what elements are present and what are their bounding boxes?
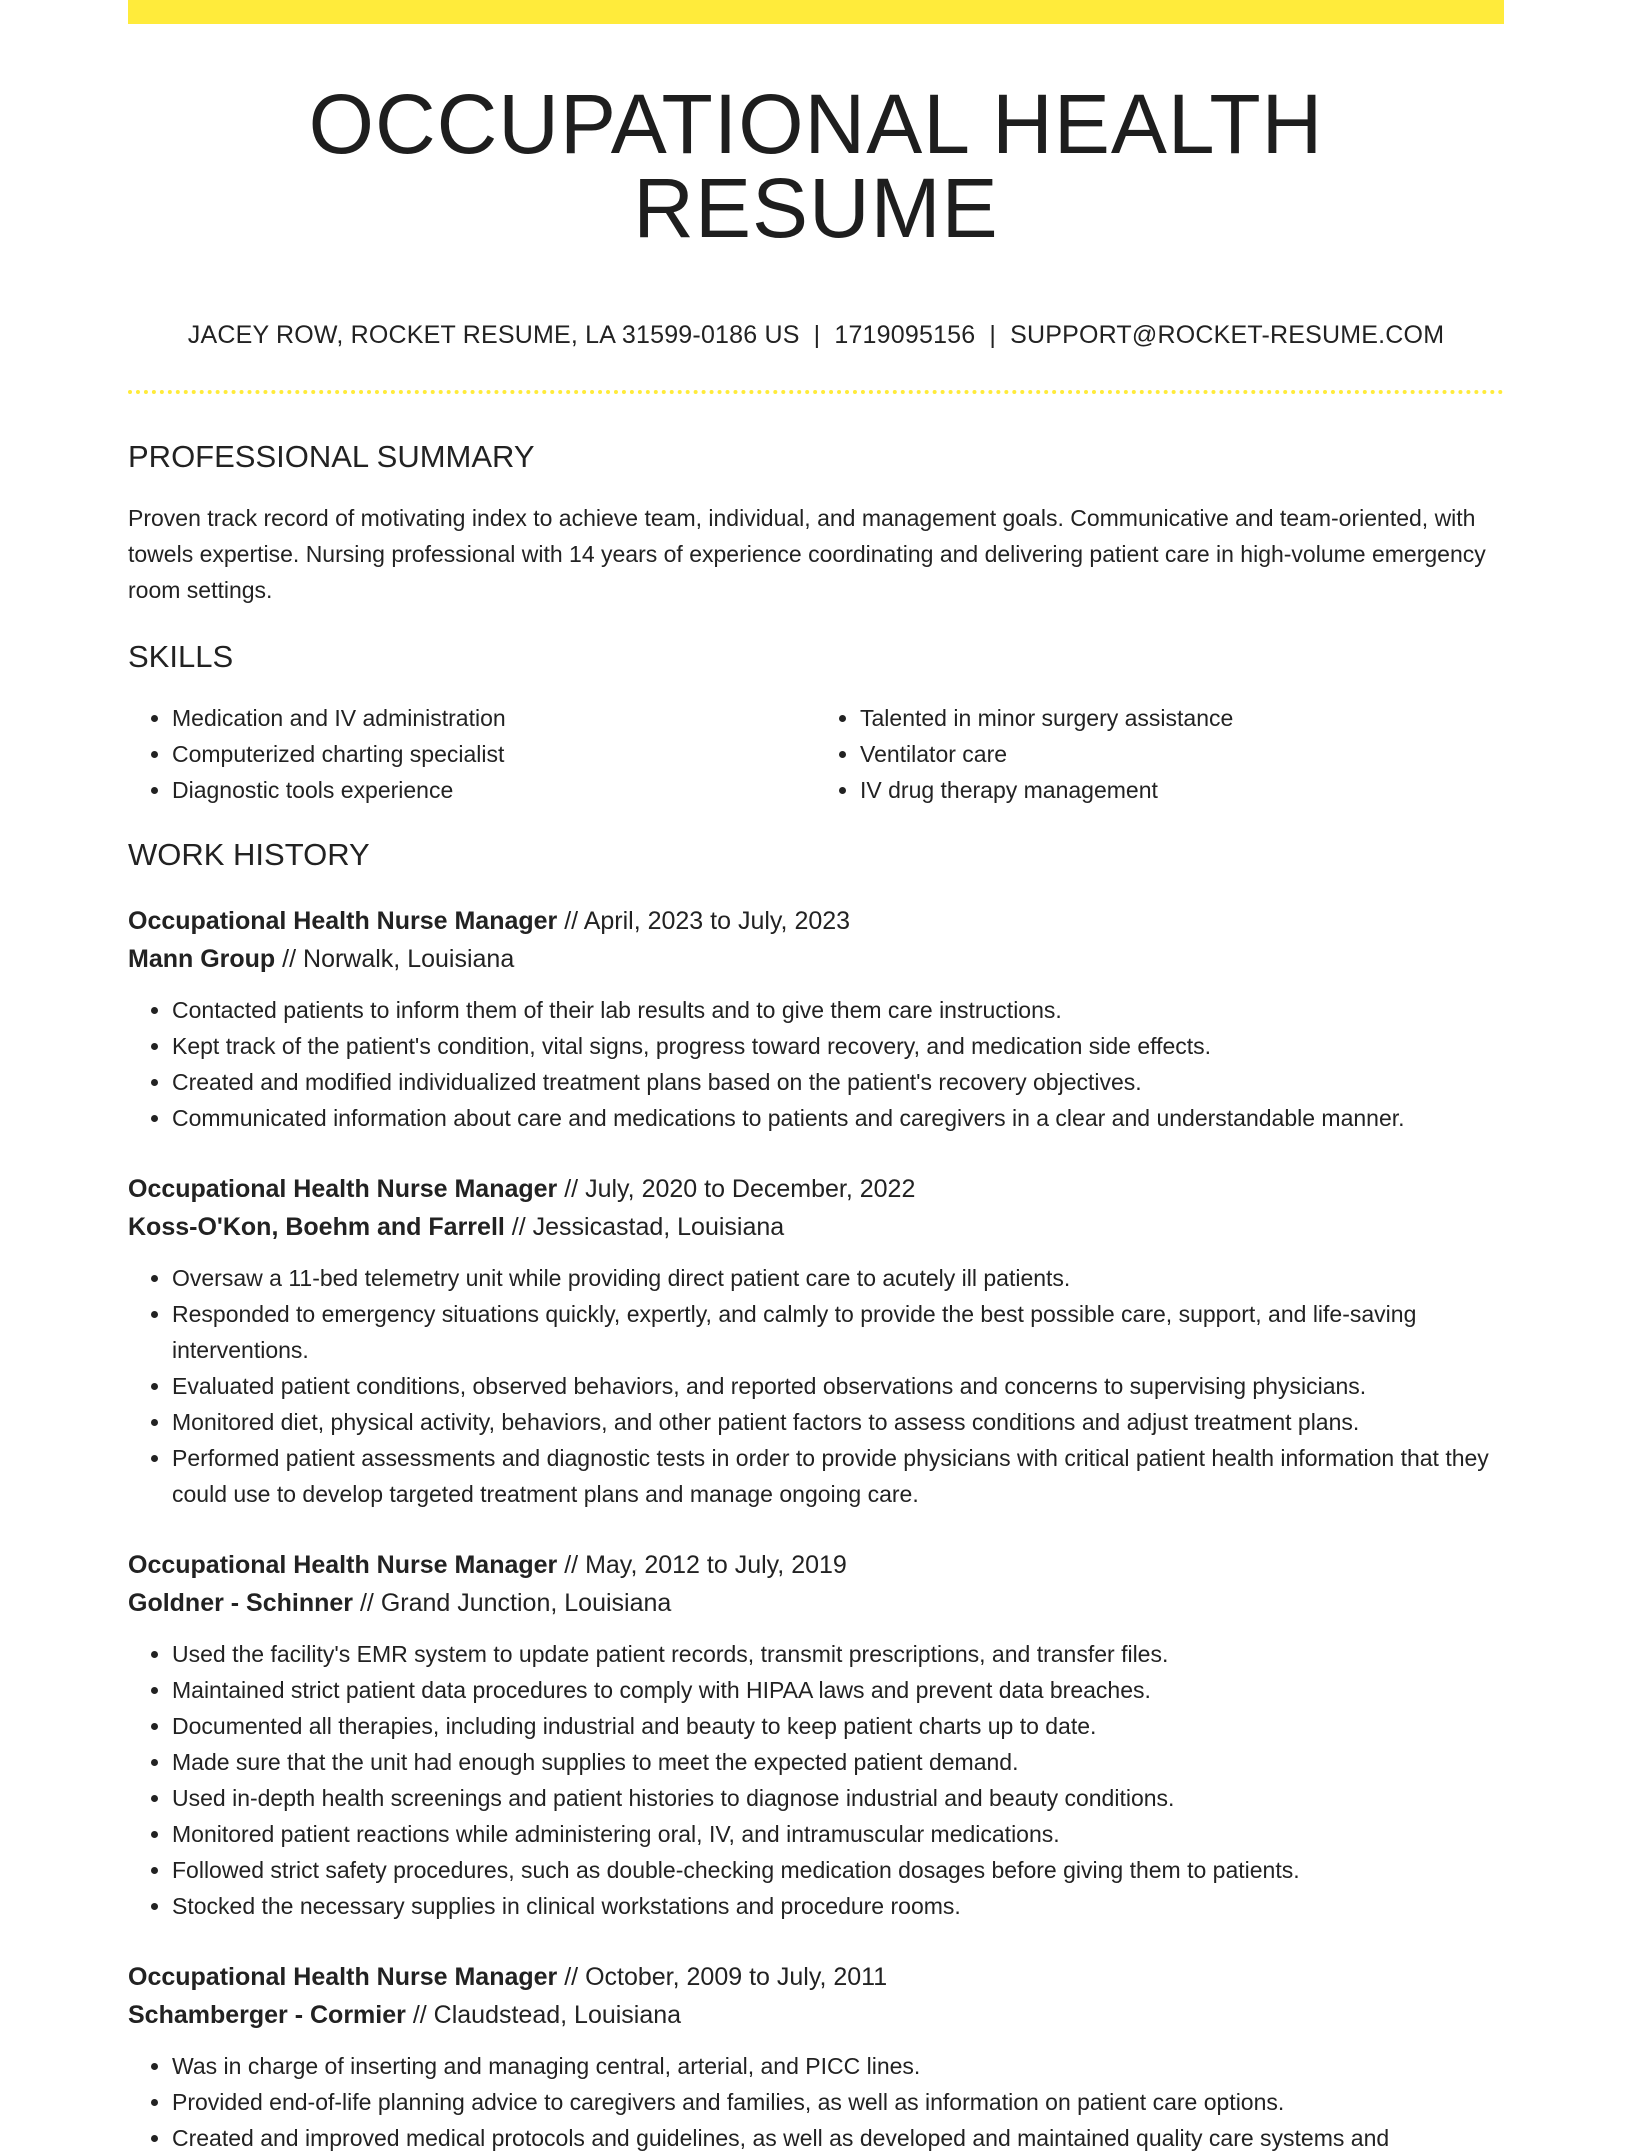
- job-company-line: [128, 940, 1504, 978]
- job-bullet: • Monitored diet, physical activity, behaviors, and other patient factors to assess conditions and adjust treatment plans.: [172, 1404, 1504, 1440]
- job-bullet: • Oversaw a 11-bed telemetry unit while providing direct patient care to acutely ill patients.: [172, 1260, 1504, 1296]
- job-company: Mann Group: [128, 944, 276, 973]
- job-entry: [128, 1958, 1504, 2156]
- skill-item: • Medication and IV administration: [172, 700, 816, 736]
- job-company: Goldner - Schinner: [128, 1588, 354, 1617]
- job-bullets: [128, 1260, 1504, 1512]
- job-bullets: [128, 992, 1504, 1136]
- job-bullet: • Kept track of the patient's condition, vital signs, progress toward recovery, and medication side effects.: [172, 1028, 1504, 1064]
- job-company-line: [128, 1996, 1504, 2034]
- contact-email: SUPPORT@ROCKET-RESUME.COM: [1010, 321, 1445, 349]
- job-title: Occupational Health Nurse Manager: [128, 906, 558, 935]
- resume-title: OCCUPATIONAL HEALTH RESUME: [308, 77, 1324, 255]
- job-location: // Norwalk, Louisiana: [282, 944, 515, 973]
- accent-top-bar: [128, 0, 1504, 24]
- job-title-line: [128, 1170, 1504, 1208]
- job-bullet: • Used in-depth health screenings and patient histories to diagnose industrial and beauty conditions.: [172, 1780, 1504, 1816]
- job-location: // Claudstead, Louisiana: [412, 2000, 682, 2029]
- job-title: Occupational Health Nurse Manager: [128, 1550, 558, 1579]
- contact-address: JACEY ROW, ROCKET RESUME, LA 31599-0186 US: [187, 321, 800, 349]
- job-bullet: • Created and modified individualized treatment plans based on the patient's recovery objectives.: [172, 1064, 1504, 1100]
- skills-column-left: [128, 700, 816, 808]
- job-title-line: [128, 902, 1504, 940]
- job-bullet: • Contacted patients to inform them of their lab results and to give them care instructions.: [172, 992, 1504, 1028]
- summary-heading: PROFESSIONAL SUMMARY: [128, 439, 535, 474]
- job-bullet: • Stocked the necessary supplies in clinical workstations and procedure rooms.: [172, 1888, 1504, 1924]
- job-bullet: • Performed patient assessments and diagnostic tests in order to provide physicians with critical patient health information that they could use to develop targeted treatment plans and manage ongoing care.: [172, 1440, 1504, 1512]
- job-bullets: [128, 1636, 1504, 1924]
- job-bullet: • Followed strict safety procedures, such as double-checking medication dosages before giving them to patients.: [172, 1852, 1504, 1888]
- job-location: // Grand Junction, Louisiana: [359, 1588, 672, 1617]
- job-dates: // July, 2020 to December, 2022: [564, 1174, 916, 1203]
- job-company: Schamberger - Cormier: [128, 2000, 406, 2029]
- job-title: Occupational Health Nurse Manager: [128, 1174, 558, 1203]
- job-bullet: • Was in charge of inserting and managing central, arterial, and PICC lines.: [172, 2048, 1504, 2084]
- skill-item: • Talented in minor surgery assistance: [860, 700, 1504, 736]
- contact-separator: |: [813, 321, 821, 349]
- job-bullet: • Communicated information about care and medications to patients and caregivers in a clear and understandable manner.: [172, 1100, 1504, 1136]
- job-entry: [128, 902, 1504, 1136]
- job-entry: [128, 1546, 1504, 1924]
- job-bullet: • Evaluated patient conditions, observed behaviors, and reported observations and concerns to supervising physicians.: [172, 1368, 1504, 1404]
- job-bullet: • Monitored patient reactions while administering oral, IV, and intramuscular medications.: [172, 1816, 1504, 1852]
- contact-line: [128, 320, 1504, 350]
- job-bullet: • Responded to emergency situations quickly, expertly, and calmly to provide the best possible care, support, and life-saving interventions.: [172, 1296, 1504, 1368]
- skills-grid: [128, 700, 1504, 808]
- job-bullet: • Created and improved medical protocols and guidelines, as well as developed and maintained quality care systems and: [172, 2120, 1504, 2156]
- skills-heading: SKILLS: [128, 639, 234, 675]
- skills-column-right: [816, 700, 1504, 808]
- skill-item: • Diagnostic tools experience: [172, 772, 816, 808]
- job-dates: // October, 2009 to July, 2011: [564, 1962, 888, 1991]
- skill-item: • Ventilator care: [860, 736, 1504, 772]
- job-bullet: • Provided end-of-life planning advice to caregivers and families, as well as information on patient care options.: [172, 2084, 1504, 2120]
- contact-phone: 1719095156: [834, 321, 976, 349]
- job-bullet: • Documented all therapies, including industrial and beauty to keep patient charts up to date.: [172, 1708, 1504, 1744]
- job-location: // Jessicastad, Louisiana: [511, 1212, 785, 1241]
- dotted-divider: [128, 390, 1504, 394]
- skill-item: • Computerized charting specialist: [172, 736, 816, 772]
- summary-text: Proven track record of motivating index to achieve team, individual, and management goals. Communicative and team-oriented, with towels expertise. Nursing professional with 14 years of experience coordinating and delivering patient care in high-volume emergency room settings.: [128, 505, 1486, 604]
- job-title-line: [128, 1958, 1504, 1996]
- job-bullet: • Used the facility's EMR system to update patient records, transmit prescriptions, and transfer files.: [172, 1636, 1504, 1672]
- job-title: Occupational Health Nurse Manager: [128, 1962, 558, 1991]
- job-bullet: • Made sure that the unit had enough supplies to meet the expected patient demand.: [172, 1744, 1504, 1780]
- job-dates: // April, 2023 to July, 2023: [564, 906, 851, 935]
- work-history-heading: WORK HISTORY: [128, 837, 370, 873]
- job-company-line: [128, 1584, 1504, 1622]
- skill-item: • IV drug therapy management: [860, 772, 1504, 808]
- job-bullets: [128, 2048, 1504, 2156]
- job-entry: [128, 1170, 1504, 1512]
- job-dates: // May, 2012 to July, 2019: [564, 1550, 847, 1579]
- job-bullet: • Maintained strict patient data procedures to comply with HIPAA laws and prevent data breaches.: [172, 1672, 1504, 1708]
- job-company-line: [128, 1208, 1504, 1246]
- resume-page: [128, 0, 1504, 2156]
- contact-separator: |: [989, 321, 997, 349]
- job-company: Koss-O'Kon, Boehm and Farrell: [128, 1212, 505, 1241]
- job-title-line: [128, 1546, 1504, 1584]
